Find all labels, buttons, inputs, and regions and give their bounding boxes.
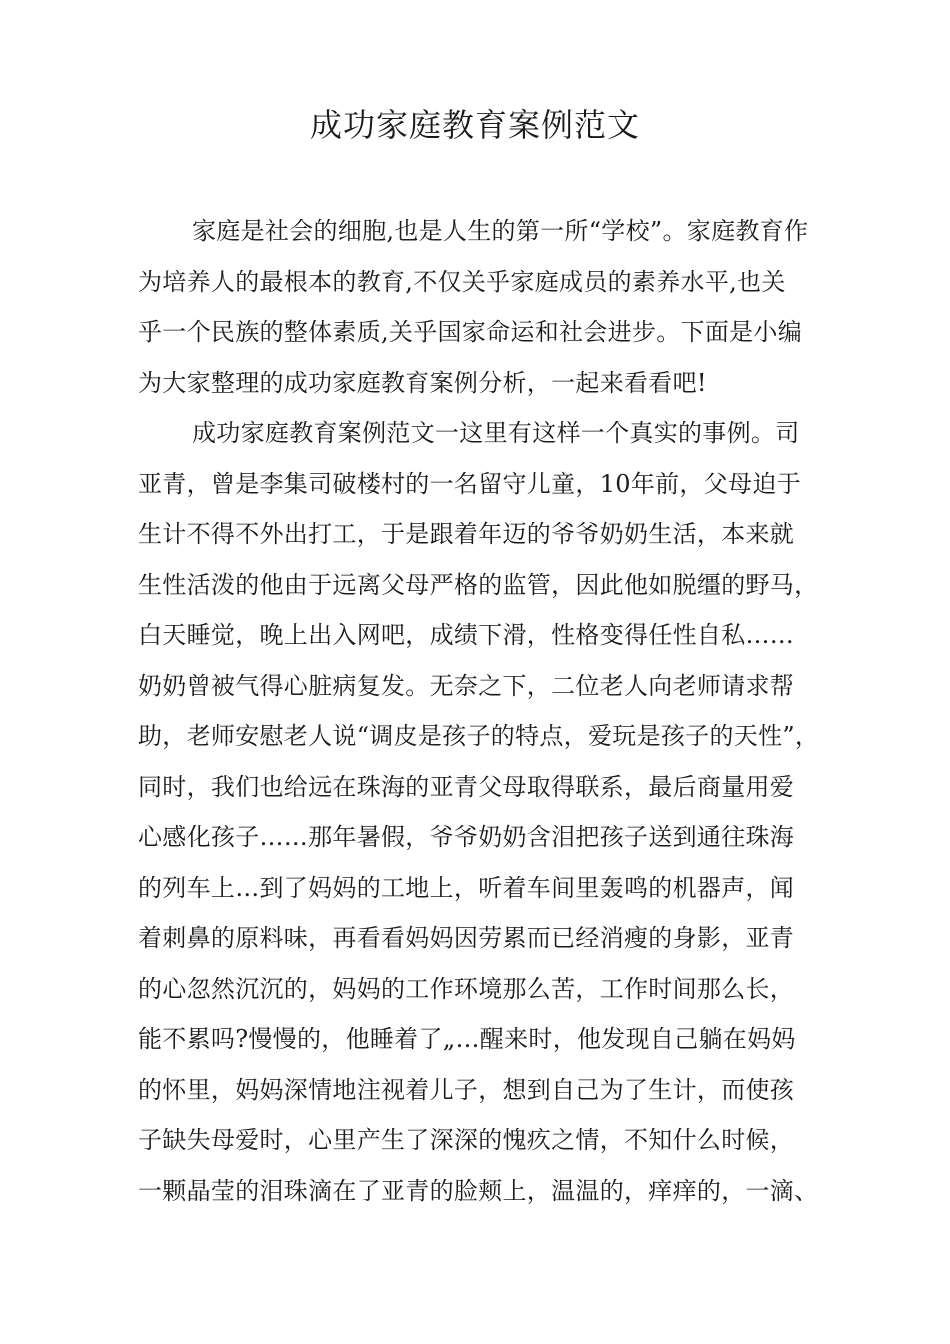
paragraph-line: 乎一个民族的整体素质,关乎国家命运和社会进步。下面是小编 <box>138 318 803 346</box>
paragraph-line: 的怀里，妈妈深情地注视着儿子，想到自己为了生计，而使孩 <box>138 1075 795 1104</box>
paragraph-line: 着刺鼻的原料味，再看看妈妈因劳累而已经消瘦的身影，亚青 <box>138 924 795 952</box>
paragraph-line: 为大家整理的成功家庭教育案例分析，一起来看看吧! <box>138 368 707 397</box>
paragraph-line: 奶奶曾被气得心脏病复发。无奈之下，二位老人向老师请求帮 <box>138 671 795 700</box>
paragraph-line: 能不累吗?慢慢的，他睡着了„…醒来时，他发现自己躺在妈妈 <box>138 1025 796 1053</box>
paragraph-line: 助，老师安慰老人说“调皮是孩子的特点，爱玩是孩子的天性”， <box>138 722 820 750</box>
paragraph-line: 子缺失母爱时，心里产生了深深的愧疚之情，不知什么时候， <box>138 1126 795 1154</box>
paragraph-line: 心感化孩子……那年暑假，爷爷奶奶含泪把孩子送到通往珠海 <box>138 823 795 851</box>
paragraph-line: 的列车上…到了妈妈的工地上，听着车间里轰鸣的机器声，闻 <box>138 873 795 902</box>
paragraph-line: 一颗晶莹的泪珠滴在了亚青的脸颊上，温温的，痒痒的，一滴、 <box>138 1176 819 1205</box>
paragraph-line: 为培养人的最根本的教育,不仅关乎家庭成员的素养水平,也关 <box>138 267 786 296</box>
paragraph-line: 生性活泼的他由于远离父母严格的监管，因此他如脱缰的野马， <box>138 570 819 599</box>
paragraph-line: 生计不得不外出打工，于是跟着年迈的爷爷奶奶生活，本来就 <box>138 520 795 548</box>
paragraph-line: 亚青，曾是李集司破楼村的一名留守儿童，10年前，父母迫于 <box>138 469 801 498</box>
paragraph-line: 成功家庭教育案例范文一这里有这样一个真实的事例。司 <box>192 419 800 447</box>
document-body <box>138 206 850 1216</box>
paragraph-line: 家庭是社会的细胞,也是人生的第一所“学校”。家庭教育作 <box>192 217 809 245</box>
paragraph-line: 的心忽然沉沉的，妈妈的工作环境那么苦，工作时间那么长， <box>138 974 795 1003</box>
paragraph-line: 白天睡觉，晚上出入网吧，成绩下滑，性格变得任性自私…… <box>138 621 795 649</box>
paragraph-line: 同时，我们也给远在珠海的亚青父母取得联系，最后商量用爱 <box>138 772 795 801</box>
document-title: 成功家庭教育案例范文 <box>309 106 640 144</box>
